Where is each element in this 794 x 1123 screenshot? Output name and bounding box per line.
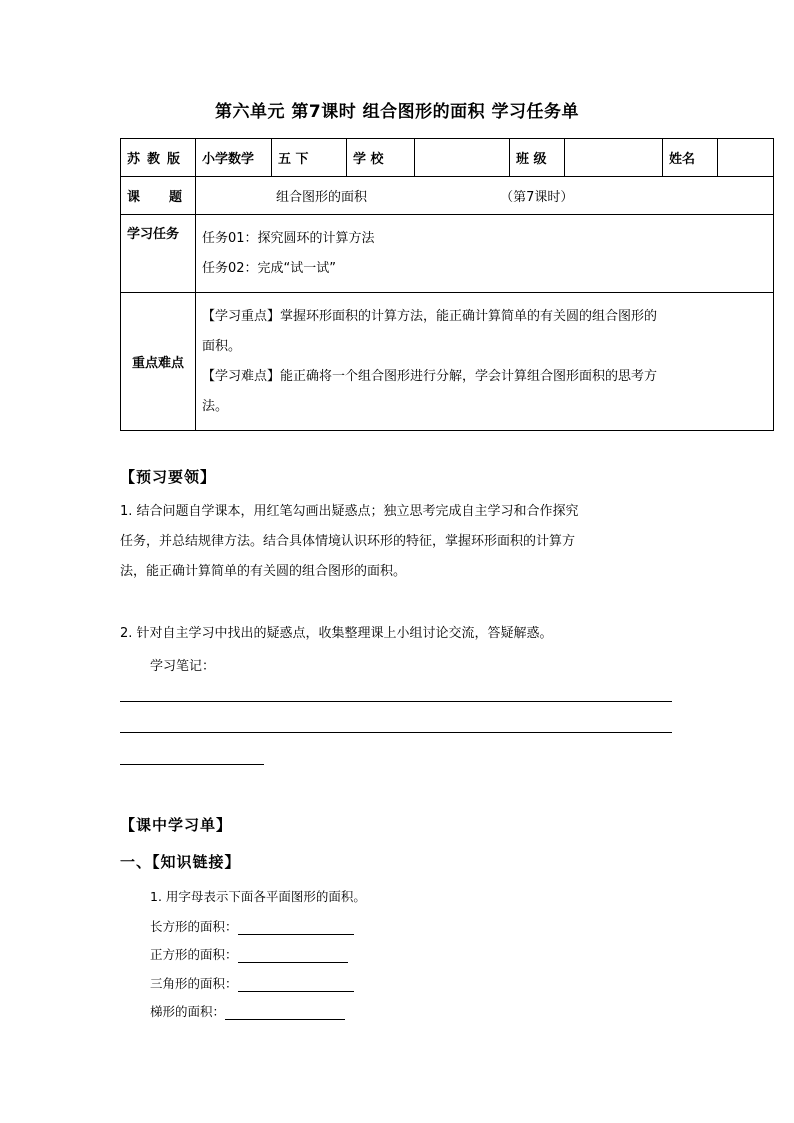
item-label: 梯形的面积： [150,1004,226,1019]
school-label: 学 校 [347,139,415,177]
page-title: 第六单元 第7课时 组合图形的面积 学习任务单 [214,102,580,122]
preview-line: 任务，并总结规律方法。结合具体情境认识环形的特征，掌握环形面积的计算方 [120,534,576,549]
notes-label: 学习笔记： [150,659,216,674]
answer-blank[interactable] [238,920,354,935]
answer-blank[interactable] [238,977,354,992]
class-label: 班 级 [510,139,565,177]
task-item: 任务02：完成“试一试” [202,260,337,276]
trapezoid-area-item [150,1002,345,1020]
info-table [120,138,774,431]
preview-line: 1. 结合问题自学课本，用红笔勾画出疑惑点；独立思考完成自主学习和合作探究 [120,504,579,519]
key-cell [196,293,774,431]
name-field[interactable] [718,139,774,177]
name-label: 姓名 [663,139,718,177]
preview-item-1 [120,497,680,587]
answer-blank[interactable] [225,1005,345,1020]
key-line: 【学习难点】能正确将一个组合图形进行分解，学会计算组合图形面积的思考方 [202,368,658,384]
topic-cell [196,177,774,215]
tasks-cell [196,215,774,293]
key-line: 法。 [202,398,229,414]
class-field[interactable] [565,139,663,177]
notes-line[interactable] [120,732,672,733]
key-line: 【学习重点】掌握环形面积的计算方法，能正确计算简单的有关圆的组合图形的 [202,308,658,324]
rectangle-area-item [150,917,354,935]
triangle-area-item [150,974,354,992]
notes-line[interactable] [120,764,264,765]
tasks-label: 学习任务 [121,215,196,293]
item-label: 三角形的面积： [150,976,238,991]
item-label: 正方形的面积： [150,947,238,962]
task-item: 任务01：探究圆环的计算方法 [202,230,375,246]
publisher-cell: 苏教版 [121,139,196,177]
knowledge-link-heading: 一、【知识链接】 [120,853,241,871]
preview-item-2: 2. 针对自主学习中找出的疑惑点，收集整理课上小组讨论交流，答疑解惑。 [120,626,553,641]
topic-period: （第7课时） [500,190,574,205]
key-line: 面积。 [202,338,242,354]
subject-cell: 小学数学 [196,139,272,177]
item-label: 长方形的面积： [150,919,238,934]
answer-blank[interactable] [238,948,348,963]
topic-label: 课 题 [121,177,196,215]
topic-name: 组合图形的面积 [276,190,368,205]
school-field[interactable] [415,139,510,177]
grade-cell: 五 下 [272,139,347,177]
preview-line: 法，能正确计算简单的有关圆的组合图形的面积。 [120,564,407,579]
notes-line[interactable] [120,701,672,702]
key-label: 重点难点 [121,293,196,431]
question-1: 1. 用字母表示下面各平面图形的面积。 [150,889,366,904]
preview-heading: 【预习要领】 [120,468,217,486]
in-class-heading: 【课中学习单】 [120,816,233,834]
square-area-item [150,945,348,963]
